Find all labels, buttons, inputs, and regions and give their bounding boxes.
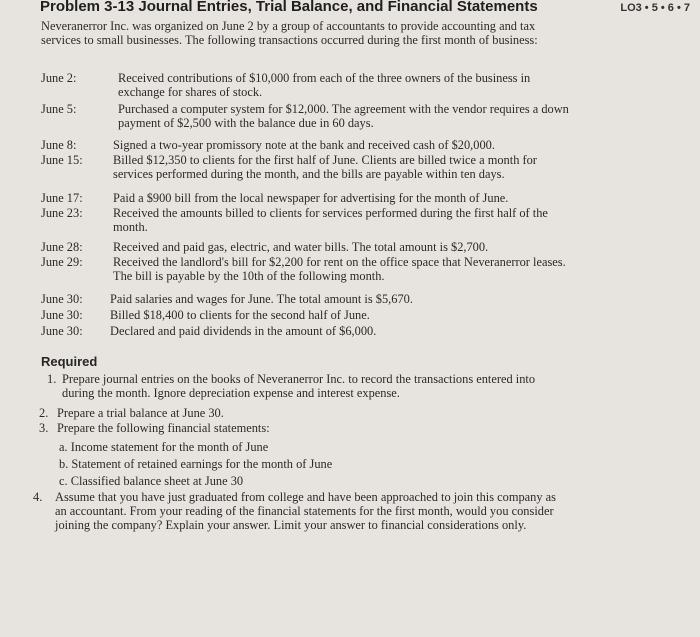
transaction-date: June 2: <box>41 71 77 85</box>
required-item-number: 4. <box>33 490 43 504</box>
transaction-date: June 28: <box>41 240 83 254</box>
transaction-text: Paid a $900 bill from the local newspaper for advertising for the month of June. <box>113 191 509 205</box>
sub-item-text: Income statement for the month of June <box>70 440 269 454</box>
sub-item-label: c. <box>59 474 68 488</box>
transaction-date: June 15: <box>41 153 83 167</box>
transaction-date: June 17: <box>41 191 83 205</box>
transaction-date: June 30: <box>41 308 83 322</box>
transaction-text: Billed $18,400 to clients for the second half of June. <box>110 308 370 322</box>
sub-item-label: a. <box>59 440 68 454</box>
transaction-text: Signed a two-year promissory note at the bank and received cash of $20,000. <box>113 138 495 152</box>
transaction-date: June 29: <box>41 255 83 269</box>
required-item-text: Prepare the following financial statements: <box>57 421 270 435</box>
transaction-date: June 5: <box>41 102 77 116</box>
transaction-text: Paid salaries and wages for June. The total amount is $5,670. <box>110 292 413 306</box>
transaction-date: June 30: <box>41 292 83 306</box>
problem-intro: Neveranerror Inc. was organized on June 2 by a group of accountants to provide accounting and tax services to small businesses. The following transactions occurred during the first month of business: <box>41 19 538 47</box>
sub-item <box>59 440 268 454</box>
sub-item-text: Classified balance sheet at June 30 <box>70 474 244 488</box>
problem-header <box>40 0 690 20</box>
required-item-number: 2. <box>39 406 49 420</box>
transaction-text: Declared and paid dividends in the amount of $6,000. <box>110 324 377 338</box>
problem-heading: Journal Entries, Trial Balance, and Financial Statements <box>138 0 538 15</box>
required-item-text: Prepare journal entries on the books of Neveranerror Inc. to record the transactions entered into during the month. Ignore depreciation expense and interest expense. <box>62 372 536 400</box>
transaction-text: Billed $12,350 to clients for the first half of June. Clients are billed twice a month for services performed during the month, and the bills are payable within ten days. <box>113 153 537 181</box>
sub-item <box>59 457 332 471</box>
required-heading: Required <box>41 354 98 369</box>
required-item-number: 3. <box>39 421 49 435</box>
required-item-text: Assume that you have just graduated from college and have been approached to join this company as an accountant. From your reading of the financial statements for the first month, would you consider joining the company? Explain your answer. Limit your answer to financial considerations only. <box>55 490 556 532</box>
transaction-date: June 30: <box>41 324 83 338</box>
sub-item <box>59 474 243 488</box>
transaction-text: Received contributions of $10,000 from each of the three owners of the business in exchange for shares of stock. <box>118 71 531 99</box>
transaction-text: Received the landlord's bill for $2,200 for rent on the office space that Neveranerror leases. The bill is payable by the 10th of the following month. <box>113 255 566 283</box>
learning-objectives-tag: LO3 • 5 • 6 • 7 <box>620 2 690 14</box>
transaction-text: Received and paid gas, electric, and water bills. The total amount is $2,700. <box>113 240 489 254</box>
transaction-text: Received the amounts billed to clients for services performed during the first half of the month. <box>113 206 548 234</box>
sub-item-label: b. <box>59 457 69 471</box>
required-item-number: 1. <box>47 372 57 386</box>
transaction-text: Purchased a computer system for $12,000. The agreement with the vendor requires a down payment of $2,500 with the balance due in 60 days. <box>118 102 569 130</box>
transaction-date: June 8: <box>41 138 77 152</box>
sub-item-text: Statement of retained earnings for the month of June <box>71 457 333 471</box>
transaction-date: June 23: <box>41 206 83 220</box>
problem-title <box>40 0 538 15</box>
problem-label: Problem 3-13 <box>40 0 135 15</box>
required-item-text: Prepare a trial balance at June 30. <box>57 406 224 420</box>
